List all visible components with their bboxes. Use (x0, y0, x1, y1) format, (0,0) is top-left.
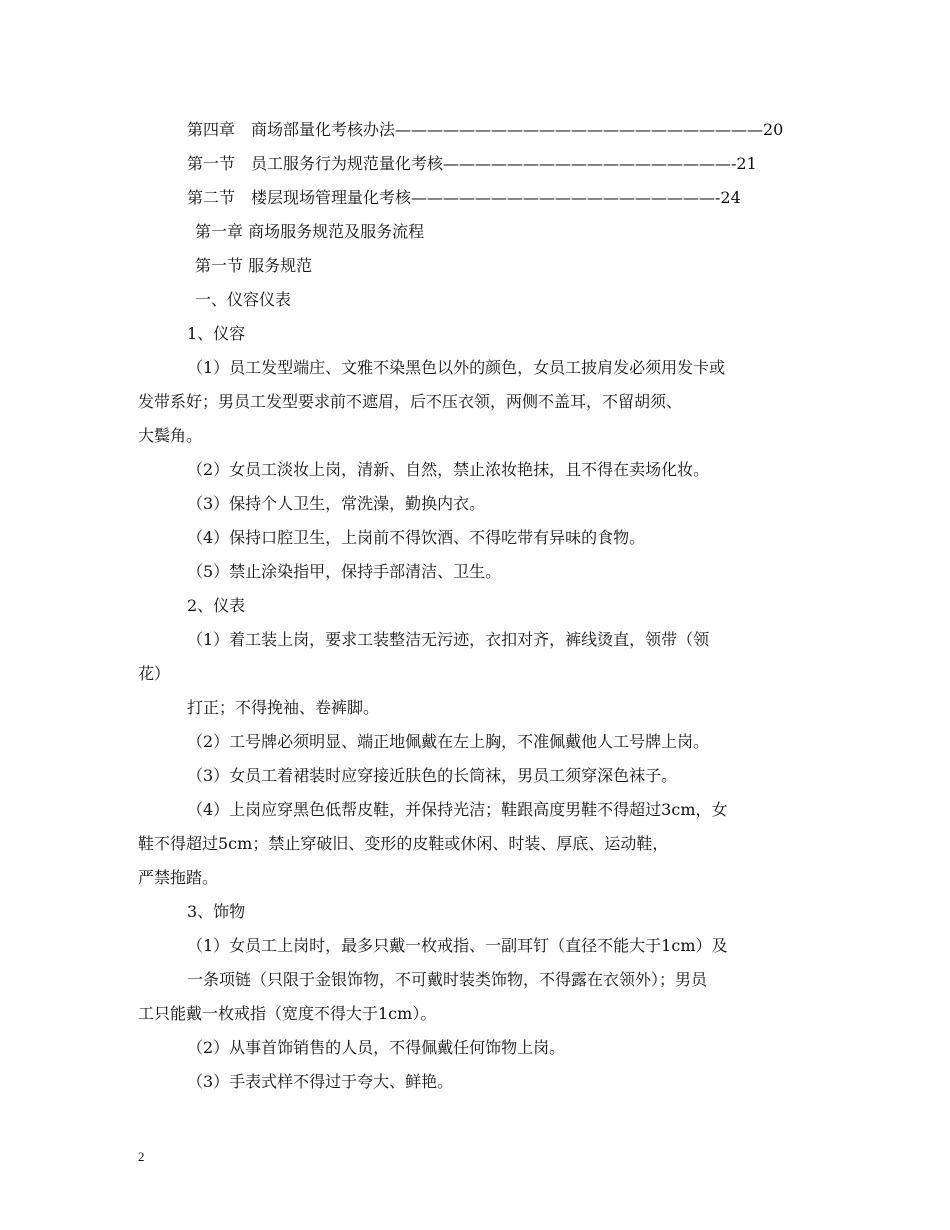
paragraph-line: （1）女员工上岗时，最多只戴一枚戒指、一副耳钉（直径不能大于1cm）及 (187, 936, 728, 955)
paragraph-line: （1）着工装上岗，要求工装整洁无污迹，衣扣对齐，裤线烫直，领带（领 (187, 630, 710, 649)
paragraph-line: （2）从事首饰销售的人员，不得佩戴任何饰物上岗。 (187, 1038, 566, 1057)
paragraph-line: （2）工号牌必须明显、端正地佩戴在左上胸，不准佩戴他人工号牌上岗。 (187, 732, 710, 751)
toc-entry-chapter4: 第四章 商场部量化考核办法———————————————————————20 (187, 120, 784, 139)
subsection-title: 3、饰物 (187, 902, 246, 921)
paragraph-line: （1）员工发型端庄、文雅不染黑色以外的颜色，女员工披肩发必须用发卡或 (187, 358, 726, 377)
paragraph-line: 鞋不得超过5cm；禁止穿破旧、变形的皮鞋或休闲、时装、厚底、运动鞋， (138, 834, 669, 853)
paragraph-line: （3）手表式样不得过于夸大、鲜艳。 (187, 1072, 454, 1091)
subsection-title: 1、仪容 (187, 324, 246, 343)
paragraph-line: 大鬓角。 (138, 426, 203, 445)
paragraph-line: 打正；不得挽袖、卷裤脚。 (187, 698, 380, 717)
paragraph-line: 工只能戴一枚戒指（宽度不得大于1cm）。 (138, 1004, 437, 1023)
section-title: 第一节 服务规范 (195, 256, 313, 275)
paragraph-line: （3）女员工着裙装时应穿接近肤色的长筒袜，男员工须穿深色袜子。 (187, 766, 678, 785)
paragraph-line: 严禁拖踏。 (138, 868, 219, 887)
paragraph-line: （2）女员工淡妆上岗，清新、自然，禁止浓妆艳抹，且不得在卖场化妆。 (187, 460, 710, 479)
part-title: 一、仪容仪表 (195, 290, 292, 309)
subsection-title: 2、仪表 (187, 596, 246, 615)
paragraph-line: 一条项链（只限于金银饰物，不可戴时装类饰物，不得露在衣领外）；男员 (187, 970, 708, 989)
paragraph-line: （4）保持口腔卫生，上岗前不得饮酒、不得吃带有异味的食物。 (187, 528, 646, 547)
page-number: 2 (138, 1149, 145, 1164)
paragraph-line: 发带系好；男员工发型要求前不遮眉，后不压衣领，两侧不盖耳，不留胡须、 (138, 392, 683, 411)
paragraph-line: 花） (138, 664, 171, 683)
paragraph-line: （3）保持个人卫生，常洗澡，勤换内衣。 (187, 494, 486, 513)
toc-entry-section1: 第一节 员工服务行为规范量化考核——————————————————-21 (187, 154, 757, 173)
chapter-title: 第一章 商场服务规范及服务流程 (195, 222, 425, 241)
paragraph-line: （4）上岗应穿黑色低帮皮鞋，并保持光洁；鞋跟高度男鞋不得超过3cm，女 (187, 800, 728, 819)
paragraph-line: （5）禁止涂染指甲，保持手部清洁、卫生。 (187, 562, 502, 581)
toc-entry-section2: 第二节 楼层现场管理量化考核———————————————————-24 (187, 188, 741, 207)
